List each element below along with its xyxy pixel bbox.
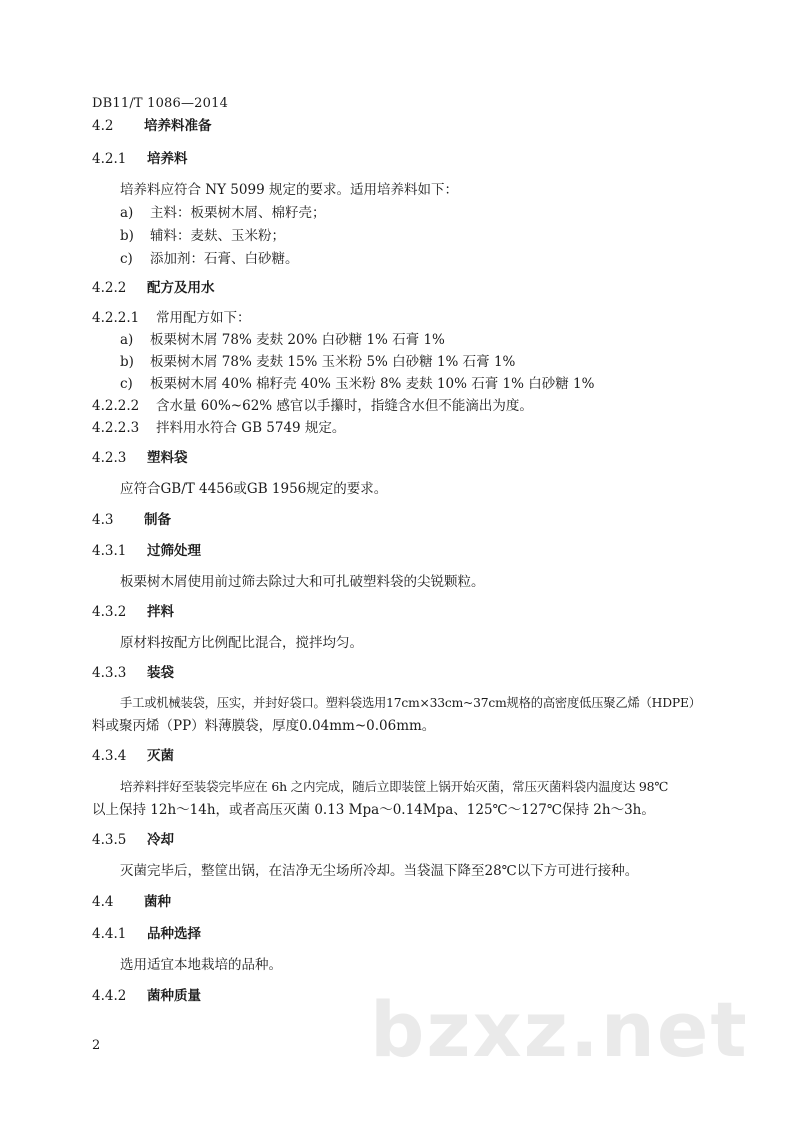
list-text: 添加剂：石膏、白砂糖。 [150,251,299,267]
subsection-title: 冷却 [147,832,174,848]
subsection-number: 4.3.2 [92,604,127,620]
list-item [120,227,285,245]
clause-number: 4.2.2.2 [92,398,140,414]
subsection-heading [92,603,174,621]
paragraph: 应符合GB/T 4456或GB 1956规定的要求。 [120,481,388,497]
clause-number: 4.2.2.3 [92,420,140,436]
list-text: 辅料：麦麸、玉米粉； [150,228,285,244]
subsection-title: 菌种质量 [147,988,201,1004]
clause [92,419,345,437]
subsection-heading [92,279,215,297]
subsection-title: 品种选择 [147,926,201,942]
section-number: 4.2 [92,118,114,134]
list-label: c) [120,376,133,392]
list-label: a) [120,332,134,348]
page-number: 2 [92,1038,101,1053]
subsection-number: 4.2.3 [92,450,127,466]
paragraph: 灭菌完毕后，整筐出锅，在洁净无尘场所冷却。当袋温下降至28℃以下方可进行接种。 [120,863,639,879]
list-text: 板栗树木屑 78% 麦麸 15% 玉米粉 5% 白砂糖 1% 石膏 1% [150,354,516,370]
paragraph: 选用适宜本地栽培的品种。 [120,957,282,973]
subsection-title: 配方及用水 [147,280,215,296]
list-item [120,250,299,268]
paragraph-line: 手工或机械装袋，压实，并封好袋口。塑料袋选用17cm×33cm~37cm规格的高密度低压聚乙烯（HDPE） [120,696,701,710]
subsection-title: 过筛处理 [147,543,201,559]
paragraph: 培养料应符合 NY 5099 规定的要求。适用培养料如下： [120,182,458,198]
paragraph: 原材料按配方比例配比混合，搅拌均匀。 [120,635,363,651]
subsection-number: 4.2.1 [92,151,127,167]
subsection-number: 4.4.2 [92,988,127,1004]
subsection-number: 4.3.1 [92,543,127,559]
subsection-title: 塑料袋 [147,450,188,466]
list-item [120,204,326,222]
subsection-heading [92,987,201,1005]
clause-text: 拌料用水符合 GB 5749 规定。 [156,420,346,436]
section-heading [92,893,171,911]
subsection-title: 灭菌 [147,748,174,764]
subsection-heading [92,449,188,467]
list-text: 板栗树木屑 78% 麦麸 20% 白砂糖 1% 石膏 1% [150,332,445,348]
list-item [120,375,594,393]
subsection-number: 4.2.2 [92,280,127,296]
subsection-number: 4.3.4 [92,748,127,764]
clause-text: 含水量 60%~62% 感官以手攥时，指缝含水但不能滴出为度。 [156,398,533,414]
subsection-number: 4.4.1 [92,926,127,942]
subsection-title: 拌料 [147,604,174,620]
section-heading [92,511,171,529]
paragraph: 板栗树木屑使用前过筛去除过大和可扎破塑料袋的尖锐颗粒。 [120,574,485,590]
watermark: bzxz.net [370,985,749,1074]
section-title: 培养料准备 [144,118,212,134]
list-label: a) [120,205,134,221]
list-text: 主料：板栗树木屑、棉籽壳； [150,205,326,221]
paragraph-line: 以上保持 12h～14h，或者高压灭菌 0.13 Mpa～0.14Mpa、125℃～127℃保持 2h～3h。 [92,802,655,818]
document-number: DB11/T 1086—2014 [92,96,229,111]
subsection-title: 装袋 [147,665,174,681]
subsection-title: 培养料 [147,151,188,167]
section-title: 菌种 [144,894,171,910]
list-label: b) [120,228,134,244]
subsection-heading [92,150,188,168]
list-label: b) [120,354,134,370]
subsection-heading [92,747,174,765]
list-item [120,353,515,371]
section-number: 4.3 [92,512,114,528]
paragraph-line: 培养料拌好至装袋完毕应在 6h 之内完成，随后立即装筐上锅开始灭菌，常压灭菌料袋内温度达 98℃ [120,779,669,794]
list-item [120,331,445,349]
subsection-heading [92,542,201,560]
clause [92,397,533,415]
subsection-number: 4.3.3 [92,665,127,681]
section-heading [92,117,212,135]
list-label: c) [120,251,133,267]
subsection-heading [92,664,174,682]
clause [92,309,251,327]
subsection-heading [92,831,174,849]
subsection-heading [92,925,201,943]
clause-number: 4.2.2.1 [92,310,140,326]
subsection-number: 4.3.5 [92,832,127,848]
section-title: 制备 [144,512,171,528]
clause-text: 常用配方如下： [156,310,251,326]
section-number: 4.4 [92,894,114,910]
paragraph-line: 料或聚丙烯（PP）料薄膜袋，厚度0.04mm~0.06mm。 [92,718,436,734]
list-text: 板栗树木屑 40% 棉籽壳 40% 玉米粉 8% 麦麸 10% 石膏 1% 白砂糖 1% [150,376,595,392]
